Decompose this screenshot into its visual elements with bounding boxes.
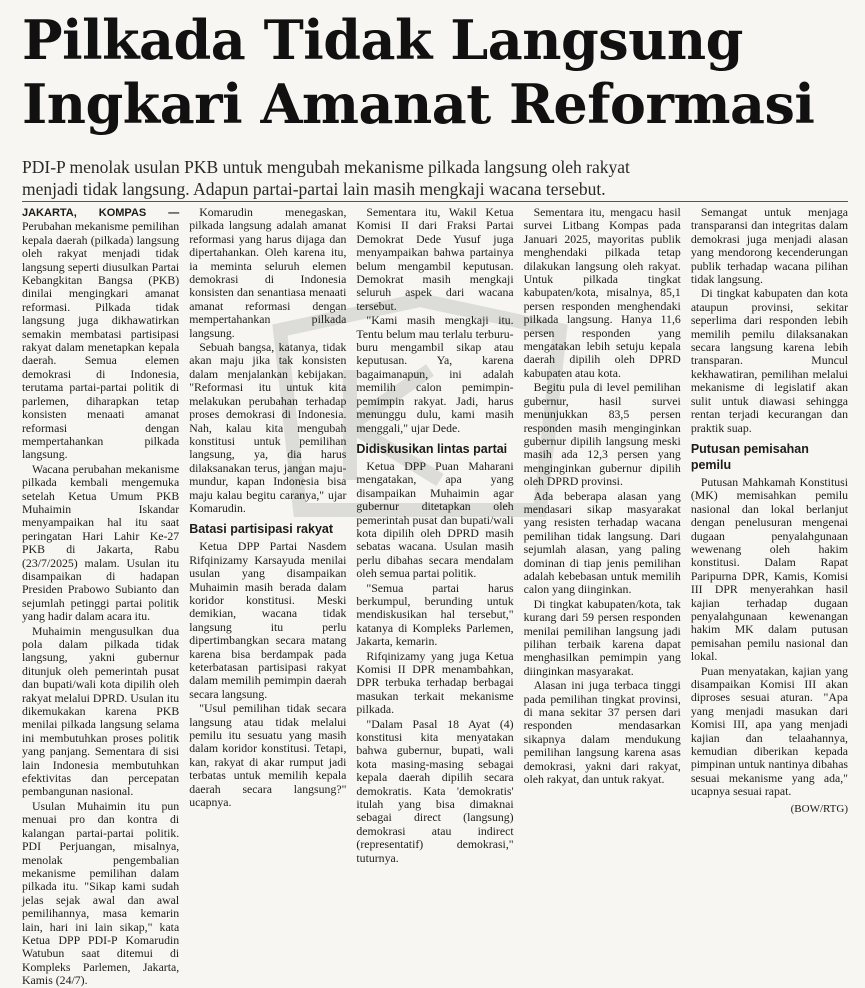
subhead-putusan-pemisahan: Putusan pemisahan pemilu xyxy=(690,441,809,472)
lede xyxy=(22,156,852,200)
article-paragraph: Wacana perubahan mekanisme pilkada kembali mengemuka setelah Ketua Umum PKB Muhaimin Iskandar menyampaikan hal itu saat peringatan Hari Lahir Ke-27 PKB di Jakarta, Rabu (23/7/2025) malam. Usulan itu disampaikan di hadapan Presiden Prabowo Subianto dan sejumlah petinggi partai politik yang hadir dalam acara itu. xyxy=(22,461,180,624)
article-paragraph: Alasan ini juga terbaca tinggi pada pemilihan tingkat provinsi, di mana sekitar 37 persen dari responden mendasarkan sikapnya dalam mendukung pemilihan langsung karena asas demokrasi, yakni dari rakyat, oleh rakyat, dan untuk rakyat. xyxy=(523,678,681,787)
article-paragraph: Di tingkat kabupaten/kota, tak kurang dari 59 persen responden menilai pemilihan langsung jadi pilihan terbaik karena dapat menghasilkan pemimpin yang diinginkan masyarakat. xyxy=(523,596,681,678)
article-paragraph: Sementara itu, Wakil Ketua Komisi II dari Fraksi Partai Demokrat Dede Yusuf juga menyampaikan bahwa partainya belum mengambil keputusan. Demokrat masih mengkaji seluruh aspek dari wacana tersebut. xyxy=(356,205,514,313)
article-paragraph: Komarudin menegaskan, pilkada langsung adalah amanat reformasi yang harus dijaga dan dipertahankan. Oleh karena itu, ia meminta seluruh elemen demokrasi di Indonesia konsisten dan senantiasa menaati amanat reformasi dengan mempertahankan pilkada langsung. xyxy=(189,205,347,340)
article-paragraph: Begitu pula di level pemilihan gubernur, hasil survei menunjukkan 83,5 persen responden masih menginginkan gubernur dipilih langsung meski masih ada 12,3 persen yang menginginkan gubernur dipilih oleh DPRD provinsi. xyxy=(523,380,681,489)
article-paragraph: Ada beberapa alasan yang mendasari sikap masyarakat yang resisten terhadap wacana pemilihan tidak langsung. Dari sejumlah alasan, yang paling dominan di tiap jenis pemilihan adalah kebebasan untuk memilih calon yang diinginkan. xyxy=(523,488,681,597)
lede-line-1: PDI-P menolak usulan PKB untuk mengubah mekanisme pilkada langsung oleh rakyat xyxy=(22,157,630,177)
article-paragraph: Putusan Mahkamah Konstitusi (MK) memisahkan pemilu nasional dan lokal berlanjut dengan penelusuran mengenai dugaan penyalahgunaan wewenang oleh hakim konstitusi. Dalam Rapat Paripurna DPR, Kamis, Komisi III DPR menyerahkan hasil kajian terhadap dugaan penyalahgunaan kewenangan hakim MK dalam putusan pemisahan pemilu nasional dan lokal. xyxy=(690,474,849,664)
article-paragraph: Usulan Muhaimin itu pun menuai pro dan kontra di kalangan partai-partai politik. PDI Perjuangan, misalnya, menolak pengembalian mekanisme pemilihan dalam pilkada itu. "Sikap kami sudah jelas sejak awal dan awal pemilihannya, masa kemarin lain, hari ini lain sikap," kata Ketua DPP PDI-P Komarudin Watubun saat ditemui di Kompleks Parlemen, Jakarta, Kamis (24/7). xyxy=(22,798,180,988)
dateline: JAKARTA, KOMPAS — xyxy=(22,207,180,219)
subhead-batasi-partisipasi: Batasi partisipasi rakyat xyxy=(189,522,334,537)
article-paragraph: JAKARTA, KOMPAS — Perubahan mekanisme pemilihan kepala daerah (pilkada) langsung oleh rakyat menjadi tidak langsung seperti diusulkan Partai Kebangkitan Bangsa (PKB) dinilai mengingkari amanat reformasi. Pilkada tidak langsung juga dikhawatirkan semakin membatasi partisipasi rakyat dalam menetapkan kepala daerah. Semua elemen demokrasi di Indonesia, terutama partai-partai politik di parlemen, diharapkan tetap konsisten menaati amanat reformasi dengan mempertahankan pilkada langsung. xyxy=(22,207,180,462)
article-column-5 xyxy=(691,206,848,818)
headline xyxy=(22,8,852,136)
article-paragraph: "Usul pemilihan tidak secara langsung atau tidak melalui pemilu itu sesuatu yang masih dalam koridor konstitusi. Tetapi, kan, rakyat di akar rumput jadi terbatas untuk memilih kepala daerah secara langsung?" ucapnya. xyxy=(189,701,347,810)
article-column-2 xyxy=(189,206,346,818)
article-paragraph: "Semua partai harus berkumpul, berunding untuk mendiskusikan hal tersebut," katanya di Kompleks Parlemen, Jakarta, kemarin. xyxy=(356,580,514,649)
lede-line-2: menjadi tidak langsung. Adapun partai-partai lain masih mengkaji wacana tersebut. xyxy=(22,179,606,199)
article-column-3 xyxy=(356,205,514,865)
article-paragraph: Di tingkat kabupaten dan kota ataupun provinsi, sekitar seperlima dari responden lebih memilih pemilu dilaksanakan secara langsung karena lebih transparan. Muncul kekhawatiran, pemilihan melalui mekanisme di legislatif akan sulit untuk diawasi sehingga rentan terjadi kecurangan dan praktik suap. xyxy=(690,286,849,435)
article-column-4 xyxy=(524,206,681,818)
article-paragraph: "Dalam Pasal 18 Ayat (4) konstitusi kita menyatakan bahwa gubernur, bupati, wali kota masing-masing sebagai kepala daerah dipilih secara demokratis. Kata 'demokratis' itulah yang bisa dimaknai sebagai direct (langsung) demokrasi atau indirect (representatif) demokrasi," tuturnya. xyxy=(356,716,514,865)
article-body xyxy=(22,205,849,988)
article-paragraph: Rifqinizamy yang juga Ketua Komisi II DPR menambahkan, DPR terbuka terhadap berbagai masukan terkait mekanisme pilkada. xyxy=(356,648,514,717)
article-paragraph: Muhaimin mengusulkan dua pola dalam pilkada tidak langsung, yakni gubernur ditunjuk oleh pemerintah pusat dan bupati/wali kota dipilih oleh rakyat melalui DPRD. Usulan itu dikemukakan karena PKB menilai pilkada langsung selama ini membutuhkan proses politik yang panjang. Sementara di sisi lain Indonesia membutuhkan efektivitas dan percepatan pembangunan nasional. xyxy=(22,623,180,799)
divider xyxy=(22,201,848,202)
article-paragraph: Puan menyatakan, kajian yang disampaikan Komisi III akan diproses sesuai aturan. "Apa yang menjadi masukan dari Komisi III, apa yang menjadi kajian dan telaahannya, kemudian diberikan kepada pimpinan untuk nantinya dibahas sesuai mekanisme yang ada," ucapnya sesuai rapat. xyxy=(690,663,849,799)
article-paragraph: Sementara itu, mengacu hasil survei Litbang Kompas pada Januari 2025, mayoritas publik menghendaki pilkada tetap dilakukan langsung oleh rakyat. Untuk pilkada tingkat kabupaten/kota, misalnya, 85,1 persen responden menghendaki pilkada langsung. Hanya 11,6 persen responden yang mengatakan lebih setuju kepala daerah dipilih oleh DPRD kabupaten atau kota. xyxy=(523,205,681,380)
article-column-1 xyxy=(22,206,180,988)
headline-line-1: Pilkada Tidak Langsung xyxy=(22,8,743,72)
subhead-didiskusikan: Didiskusikan lintas partai xyxy=(356,441,508,456)
article-paragraph: Ketua DPP Puan Maharani mengatakan, apa yang disampaikan Muhaimin agar gubernur ditetapkan oleh pemerintah pusat dan bupati/wali kota dipilih oleh DPRD masih sebatas wacana. Usulan masih perlu dibahas secara mendalam oleh semua partai politik. xyxy=(356,458,514,581)
byline-credit: (BOW/RTG) xyxy=(790,802,849,815)
article-paragraph: "Kami masih mengkaji itu. Tentu belum mau terlalu terburu-buru mengambil sikap atau keputusan. Ya, karena bagaimanapun, ini adalah memilih calon pemimpin-pemimpin rakyat. Jadi, harus menunggu dulu, kami masih menggali," ujar Dede. xyxy=(356,313,514,435)
article-paragraph: Ketua DPP Partai Nasdem Rifqinizamy Karsayuda menilai usulan yang disampaikan Muhaimin masih berada dalam koridor konstitusi. Meski demikian, wacana tidak langsung itu perlu dipertimbangkan secara matang karena bisa berdampak pada keterbatasan partisipasi rakyat dalam memilih pemimpin daerah secara langsung. xyxy=(189,539,347,701)
article-paragraph: Semangat untuk menjaga transparansi dan integritas dalam demokrasi juga menjadi alasan yang mendorong kecenderungan publik terhadap wacana pilihan tidak langsung. xyxy=(690,205,849,287)
article-paragraph: Sebuah bangsa, katanya, tidak akan maju jika tak konsisten dalam menjalankan kebijakan. "Reformasi itu untuk kita melakukan perubahan terhadap proses demokrasi di Indonesia. Nah, kalau kita mengubah konstitusi untuk pemilihan langsung, ya, dia harus dilaksanakan terus, jangan maju-mundur, kapan Indonesia bisa maju kalau begitu caranya," ujar Komarudin. xyxy=(189,340,347,515)
headline-line-2: Ingkari Amanat Reformasi xyxy=(22,72,815,136)
